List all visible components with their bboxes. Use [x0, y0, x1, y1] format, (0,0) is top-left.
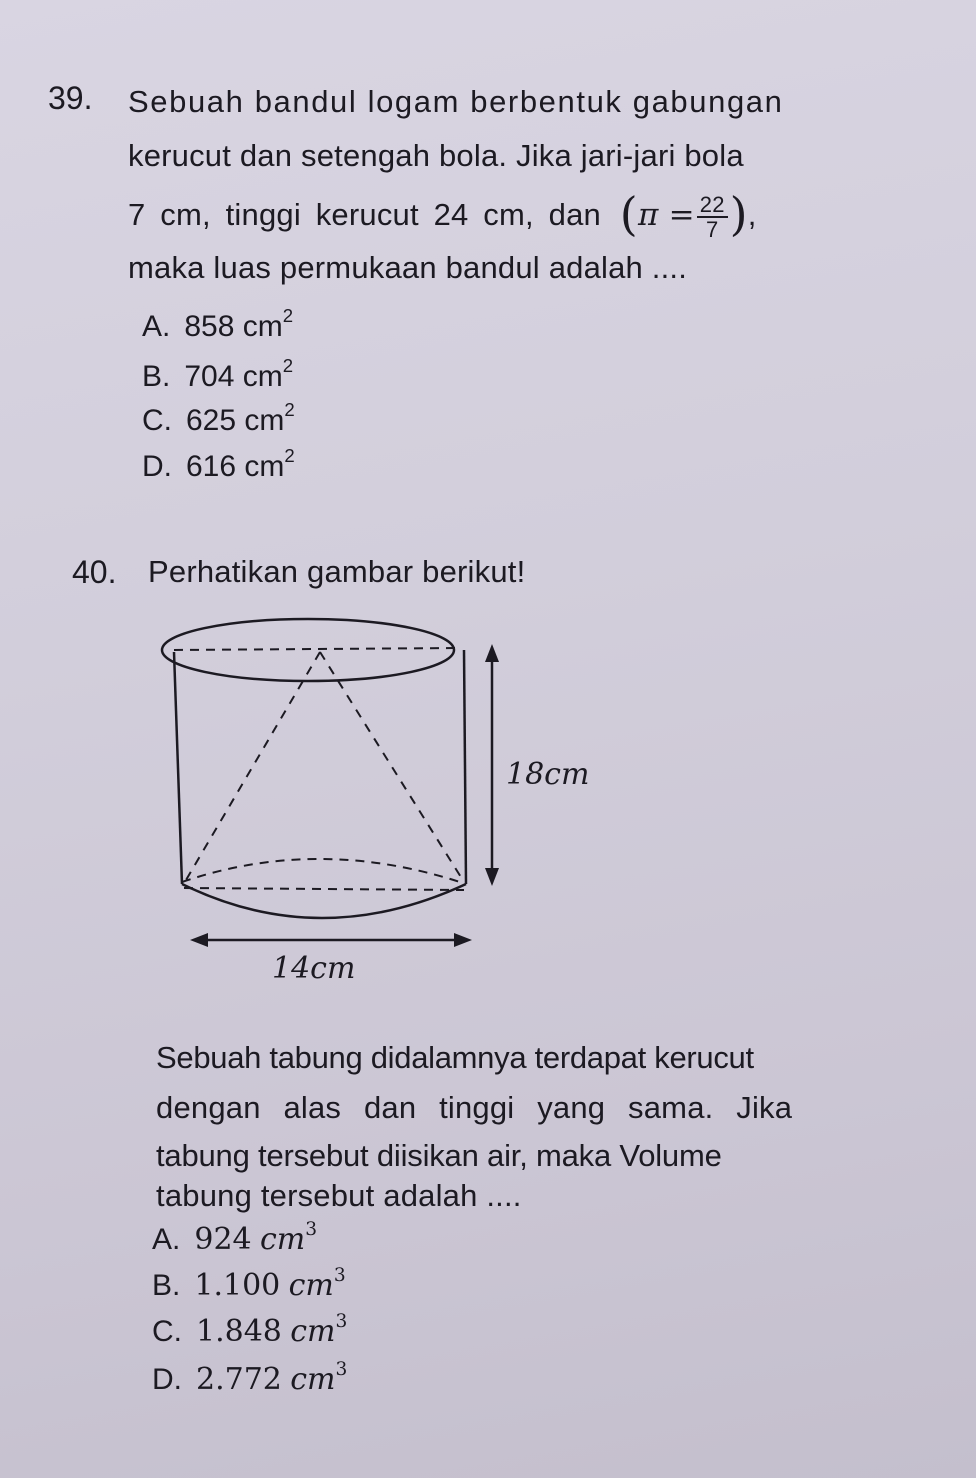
option-unit: cm [290, 1314, 336, 1349]
q39-number: 39. [48, 80, 93, 116]
option-exponent: 2 [284, 399, 295, 421]
pi-expression: (π = $\frac{22}{7}$ ), [619, 187, 757, 242]
cylinder-cone-figure [160, 600, 600, 1000]
option-exponent: 2 [282, 355, 294, 377]
q40-line-4: tabung tersebut adalah .... [156, 1178, 522, 1213]
cylinder-bottom-back-dashed [182, 859, 466, 884]
q39-option-a[interactable] [142, 305, 294, 344]
height-label: 18cm [506, 757, 590, 792]
option-unit: cm [242, 360, 283, 393]
q40-option-a[interactable] [152, 1219, 318, 1257]
diameter-arrow-left-head [190, 933, 208, 947]
option-letter: C. [152, 1315, 182, 1348]
top-diameter-dashed [174, 648, 460, 650]
q40-option-c[interactable] [152, 1311, 348, 1349]
q39-option-b[interactable] [142, 355, 294, 394]
option-value: 924 [194, 1222, 252, 1257]
q40-option-b[interactable] [152, 1265, 346, 1303]
q39-line-4: maka luas permukaan bandul adalah .... [128, 250, 688, 285]
q40-line-1: Sebuah tabung didalamnya terdapat kerucut [156, 1040, 754, 1075]
pi-fraction [697, 193, 728, 241]
option-value: 616 [186, 450, 237, 483]
option-value: 858 [184, 310, 235, 343]
option-value: 625 [186, 404, 237, 437]
option-letter: D. [142, 450, 172, 483]
option-exponent: 3 [335, 1311, 348, 1333]
pi-symbol: π = [637, 197, 695, 234]
pi-denominator: 7 [705, 217, 719, 242]
q40-line-3: tabung tersebut diisikan air, maka Volume [156, 1138, 722, 1173]
option-exponent: 2 [282, 305, 294, 327]
option-letter: C. [142, 404, 172, 437]
option-unit: cm [288, 1268, 334, 1303]
option-letter: A. [142, 310, 171, 343]
q39-line-1: Sebuah bandul logam berbentuk gabungan [128, 84, 784, 119]
option-unit: cm [290, 1362, 336, 1397]
q40-prompt: Perhatikan gambar berikut! [148, 554, 526, 589]
q39-line-3-text: 7 cm, tinggi kerucut 24 cm, dan [128, 197, 601, 233]
option-exponent: 3 [335, 1359, 348, 1381]
q39-line-3 [128, 187, 757, 244]
cylinder-right-side [464, 650, 466, 884]
q39-line-2: kerucut dan setengah bola. Jika jari-jari bola [128, 138, 744, 173]
q40-line-2: dengan alas dan tinggi yang sama. Jika [156, 1090, 793, 1125]
pi-numerator: 22 [697, 193, 728, 218]
diameter-label: 14cm [272, 951, 356, 986]
option-letter: A. [152, 1223, 181, 1256]
option-exponent: 3 [305, 1219, 318, 1241]
q40-number: 40. [72, 554, 117, 590]
option-value: 704 [184, 360, 235, 393]
cylinder-left-side [174, 652, 182, 884]
bottom-diameter-dashed [184, 888, 464, 890]
q40-option-d[interactable] [152, 1359, 348, 1397]
option-value: 1.100 [194, 1268, 281, 1303]
option-unit: cm [259, 1222, 306, 1257]
option-value: 1.848 [196, 1314, 282, 1349]
option-exponent: 3 [333, 1265, 346, 1287]
q39-option-c[interactable] [142, 399, 295, 438]
q39-option-d[interactable] [142, 445, 295, 484]
cone-left-edge [186, 652, 320, 880]
option-letter: B. [142, 360, 171, 393]
height-arrow-up-head [485, 644, 499, 662]
option-unit: cm [244, 404, 285, 437]
height-arrow-down-head [485, 868, 499, 886]
diameter-arrow-right-head [454, 933, 472, 947]
option-letter: B. [152, 1269, 181, 1302]
cone-right-edge [320, 652, 464, 882]
option-letter: D. [152, 1363, 182, 1396]
option-value: 2.772 [196, 1362, 282, 1397]
option-unit: cm [244, 450, 285, 483]
option-unit: cm [242, 310, 283, 343]
option-exponent: 2 [284, 445, 295, 467]
